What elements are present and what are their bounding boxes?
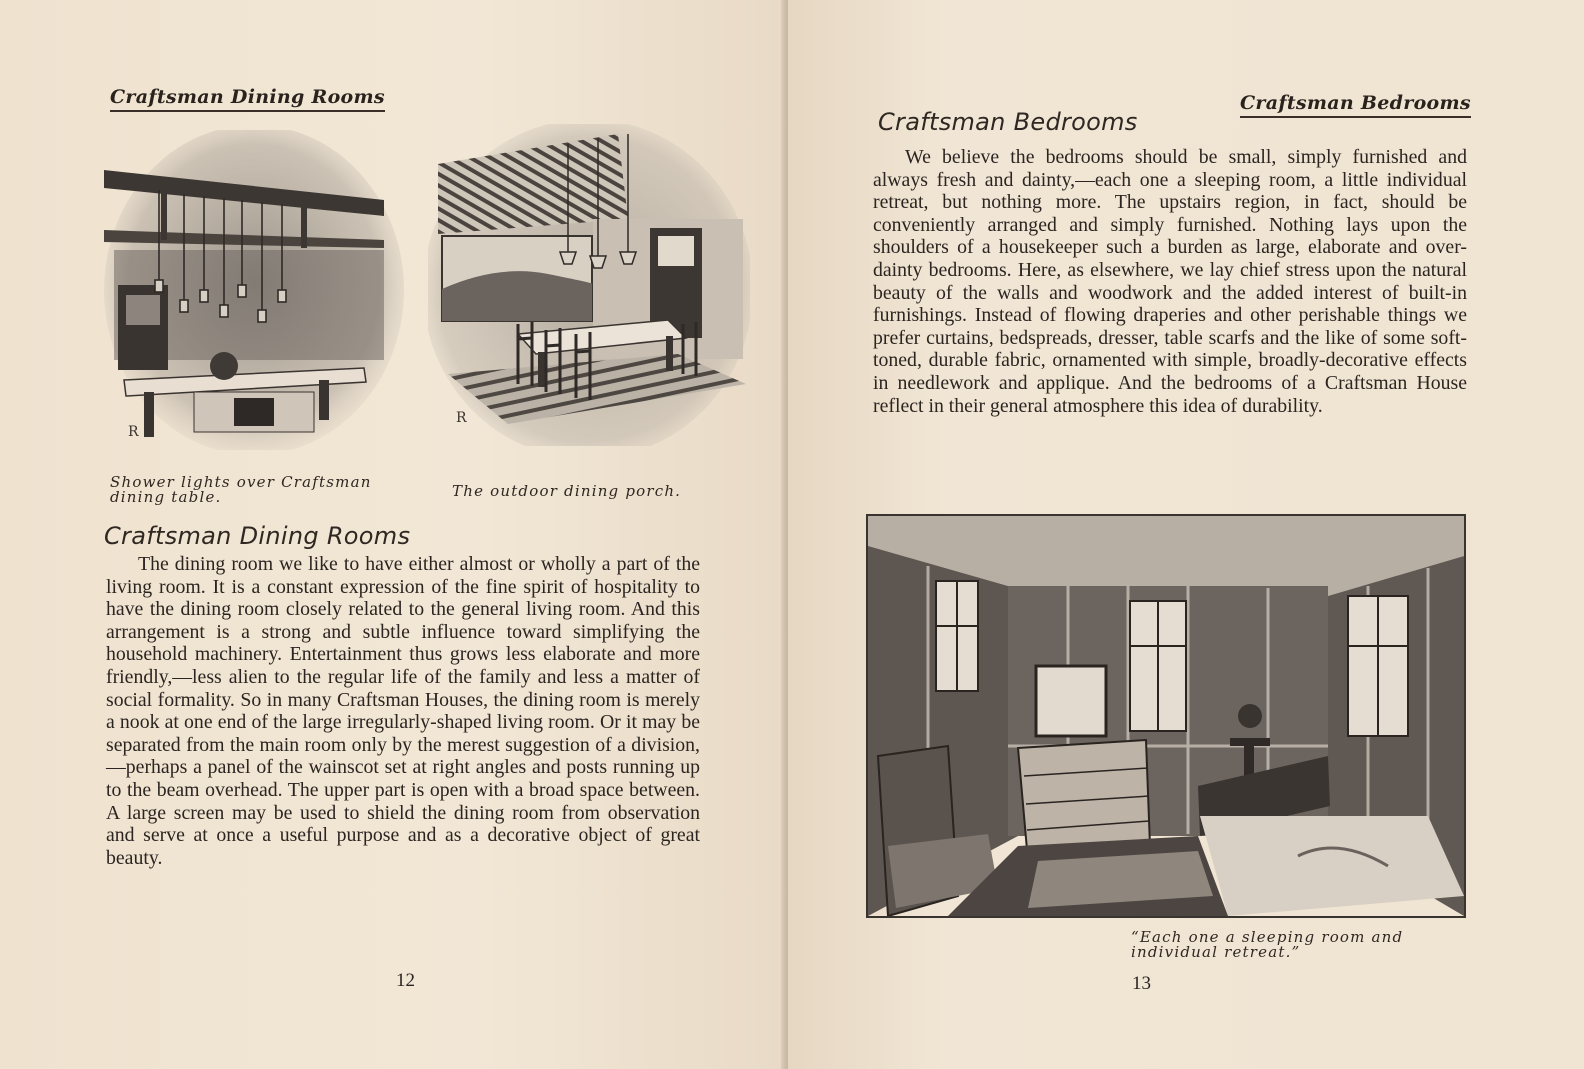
page-number-left: 12 xyxy=(396,970,415,991)
section-title-dining: Craftsman Dining Rooms xyxy=(104,522,411,550)
page-left xyxy=(0,0,788,1069)
page-right xyxy=(788,0,1584,1069)
svg-text:R: R xyxy=(456,410,467,426)
illustration-shower-lights xyxy=(104,130,404,450)
page-number-right: 13 xyxy=(1132,973,1151,994)
svg-text:R: R xyxy=(128,424,139,440)
caption-bedroom: “Each one a sleeping room and individual retreat.” xyxy=(1131,928,1404,961)
photo-bedroom xyxy=(866,514,1466,918)
caption-outdoor-porch: The outdoor dining porch. xyxy=(452,482,682,500)
body-text-dining: The dining room we like to have either almost or wholly a part of the living room. It is a constant expression of the fine spirit of hospitality to have the dining room closely related to the general living room. And this arrangement is a strong and subtle influence toward simplifying the household machinery. Entertainment thus grows less elaborate and more friendly,—less alien to the regular life of the family and less a matter of social formality. So in many Craftsman Houses, the dining room is merely a nook at one end of the large irregularly-shaped living room. Or it may be separated from the main room only by the merest suggestion of a division,—perhaps a panel of the wainscot set at right angles and posts running up to the beam overhead. The upper part is open with a broad space between. A large screen may be used to shield the dining room from observation and serve at once a useful purpose and as a decorative object of great beauty. xyxy=(106,553,700,869)
caption-shower-lights: Shower lights over Craftsman dining table. xyxy=(110,473,372,506)
body-text-bedrooms: We believe the bedrooms should be small, simply furnished and always fresh and dainty,—each one a sleeping room, a little individual retreat, but nothing more. The upstairs region, in fact, should be conveniently arranged and simply furnished. Nothing lays upon the shoulders of a housekeeper such a burden as large, elaborate and over-dainty bedrooms. Here, as elsewhere, we lay chief stress upon the natural beauty of the walls and woodwork and the added interest of built-in furnishings. Instead of flowing draperies and other perishable things we prefer curtains, bedspreads, dresser, table scarfs and the like of some soft-toned, durable fabric, ornamented with simple, broadly-decorative effects in needlework and applique. And the bedrooms of a Craftsman House reflect in their general atmosphere this idea of durability. xyxy=(873,146,1467,417)
running-head-left: Craftsman Dining Rooms xyxy=(110,86,385,112)
running-head-right: Craftsman Bedrooms xyxy=(1240,92,1471,118)
section-title-bedrooms: Craftsman Bedrooms xyxy=(878,108,1138,136)
illustration-outdoor-porch xyxy=(428,124,750,446)
